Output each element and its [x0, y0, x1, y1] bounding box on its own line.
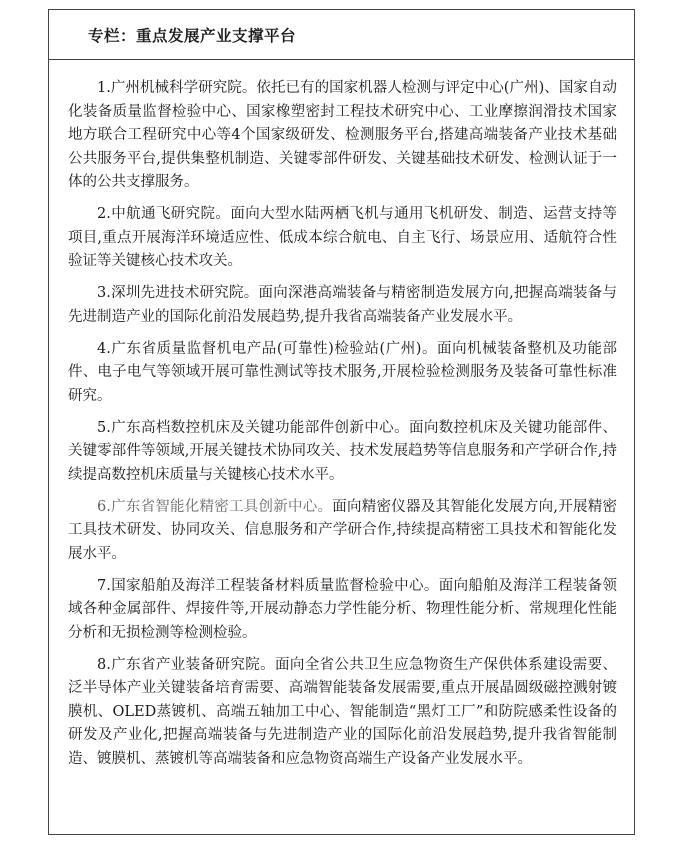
- platform-item-2: 2.中航通飞研究院。面向大型水陆两栖飞机与通用飞机研发、制造、运营支持等项目,重点开展海洋环境适应性、低成本综合航电、自主飞行、场景应用、适航符合性验证等关键核心技术攻关。: [68, 206, 617, 269]
- column-content: [49, 60, 634, 771]
- platform-item-7: 7.国家船舶及海洋工程装备材料质量监督检验中心。面向船舶及海洋工程装备领域各种金属部件、焊接件等,开展动静态力学性能分析、物理性能分析、常规理化性能分析和无损检测等检测检验。: [68, 577, 617, 641]
- column-title: 专栏：重点发展产业支撑平台: [88, 26, 297, 45]
- platform-item-5: 5.广东高档数控机床及关键功能部件创新中心。面向数控机床及关键功能部件、关键零部件等领域,开展关键技术协同攻关、技术发展趋势等信息服务和产学研合作,持续提高数控机床质量与关键核心技术水平。: [68, 419, 617, 483]
- platform-item-6: [68, 496, 617, 567]
- platform-item-1: 1.广州机械科学研究院。依托已有的国家机器人检测与评定中心(广州)、国家自动化装备质量监督检验中心、国家橡塑密封工程技术研究中心、工业摩擦润滑技术国家地方联合工程研究中心等4个国家级研发、检测服务平台,搭建高端装备产业技术基础公共服务平台,提供集整机制造、关键零部件研发、关键基础技术研发、检测认证于一体的公共支撑服务。: [68, 80, 617, 190]
- platform-item-8: 8.广东省产业装备研究院。面向全省公共卫生应急物资生产保供体系建设需要、泛半导体产业关键装备培育需要、高端智能装备发展需要,重点开展晶圆级磁控溅射镀膜机、OLED蒸镀机、高端五轴加工中心、智能制造“黑灯工厂”和防院感柔性设备的研发及产业化,把握高端装备与先进制造产业的国际化前沿发展趋势,提升我省智能制造、镀膜机、蒸镀机等高端装备和应急物资高端生产设备产业发展水平。: [68, 656, 617, 767]
- column-header: [49, 10, 634, 60]
- platform-item-6-text: 面向精密仪器及其智能化发展方向,开展精密工具技术研发、协同攻关、信息服务和产学研合作,持续提高精密工具技术和智能化发展水平。: [68, 498, 617, 562]
- platform-item-6-lead: 6.广东省智能化精密工具创新中心。: [97, 498, 333, 515]
- platform-item-4: 4.广东省质量监督机电产品(可靠性)检验站(广州)。面向机械装备整机及功能部件、电子电气等领域开展可靠性测试等技术服务,开展检验检测服务及装备可靠性标准研究。: [68, 340, 617, 404]
- platform-item-3: 3.深圳先进技术研究院。面向深港高端装备与精密制造发展方向,把握高端装备与先进制造产业的国际化前沿发展趋势,提升我省高端装备产业发展水平。: [68, 285, 617, 325]
- column-box: [48, 9, 635, 835]
